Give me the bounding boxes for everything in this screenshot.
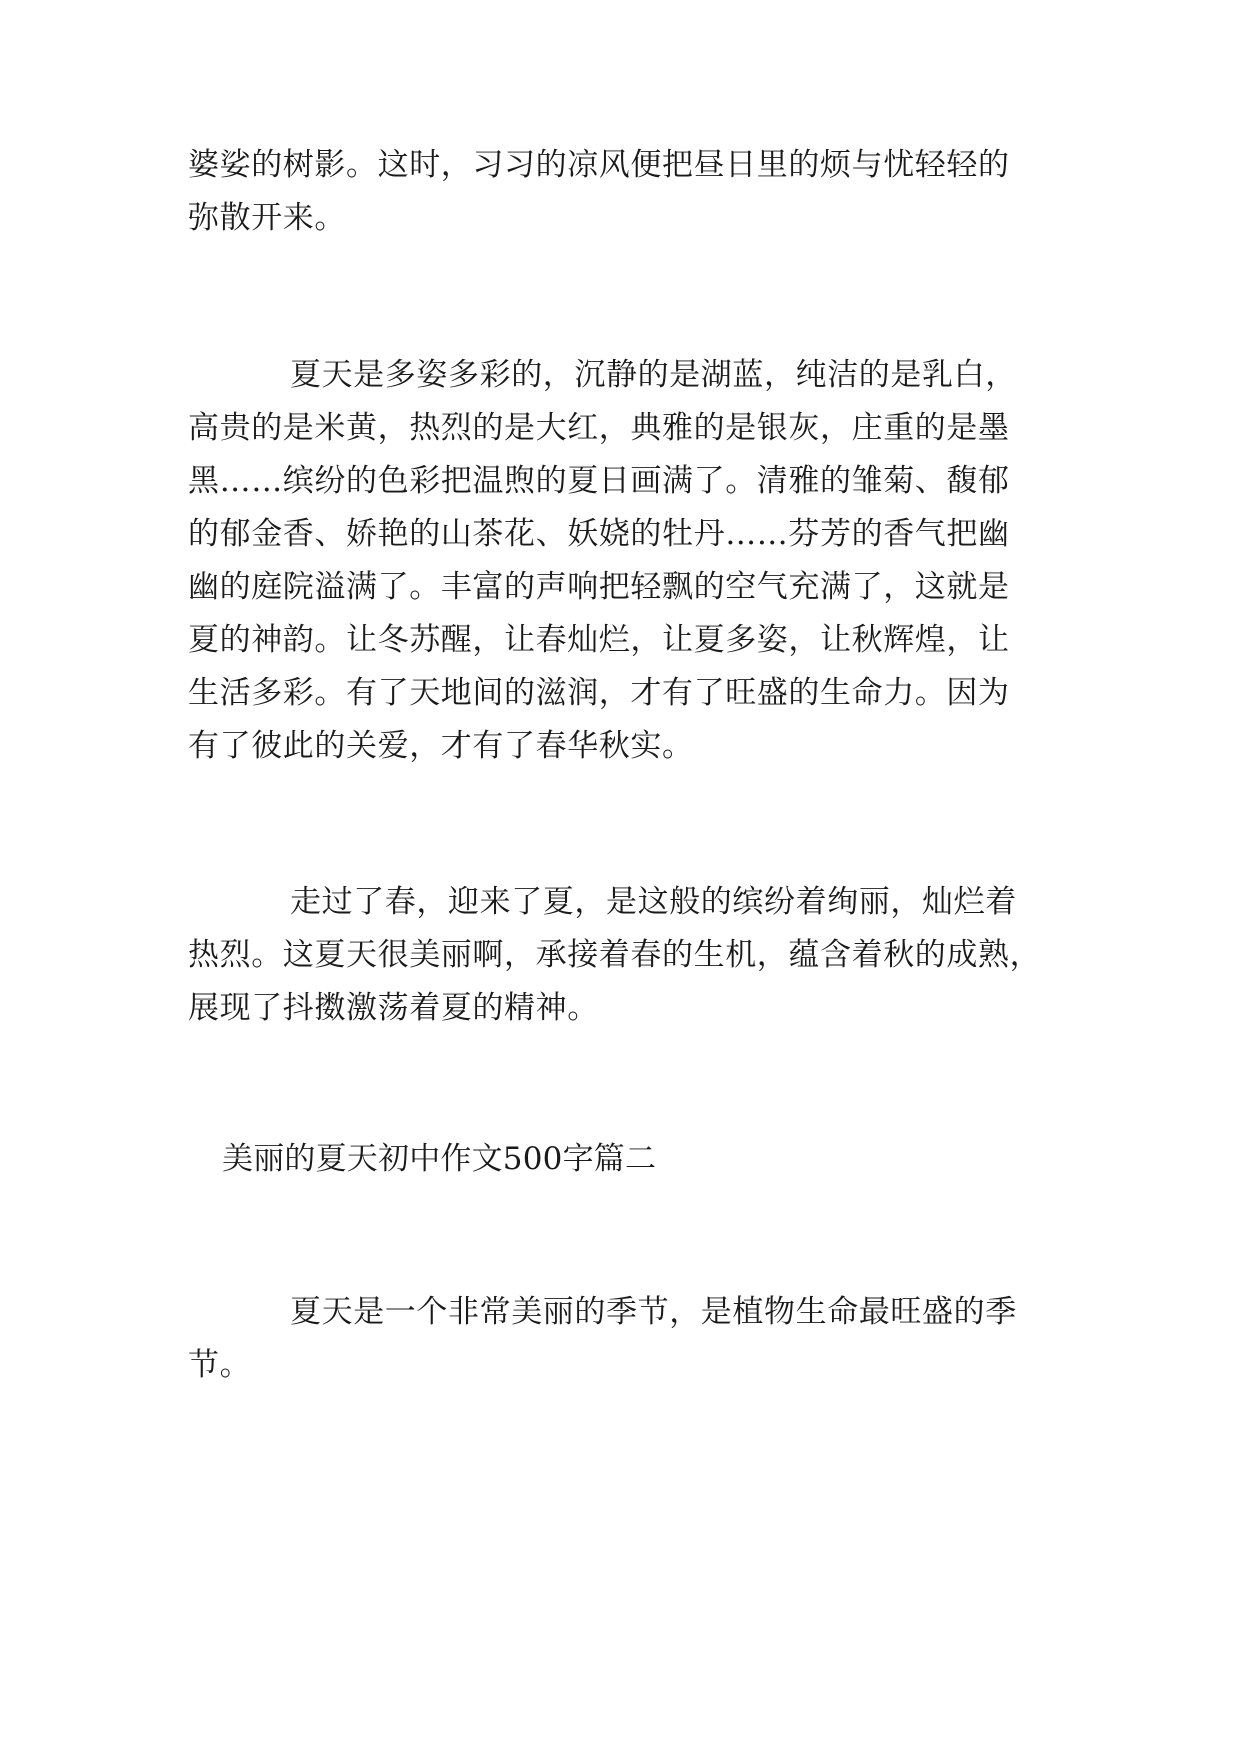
paragraph-line: 婆娑的树影。这时，习习的凉风便把昼日里的烦与忧轻轻的	[188, 147, 1010, 183]
paragraph-line: 夏天是一个非常美丽的季节，是植物生命最旺盛的季	[290, 1294, 1017, 1330]
paragraph-line: 黑……缤纷的色彩把温煦的夏日画满了。清雅的雏菊、馥郁	[188, 463, 1010, 499]
paragraph-line: 高贵的是米黄，热烈的是大红，典雅的是银灰，庄重的是墨	[188, 410, 1010, 446]
section-heading: 美丽的夏天初中作文500字篇二	[222, 1141, 657, 1177]
paragraph-line: 弥散开来。	[188, 200, 346, 236]
paragraph-line: 夏的神韵。让冬苏醒，让春灿烂，让夏多姿，让秋辉煌，让	[188, 622, 1010, 658]
paragraph-line: 热烈。这夏天很美丽啊，承接着春的生机，蕴含着秋的成熟，	[188, 937, 1042, 973]
paragraph-line: 节。	[188, 1347, 252, 1383]
paragraph-line: 夏天是多姿多彩的，沉静的是湖蓝，纯洁的是乳白，	[290, 357, 1017, 393]
paragraph-line: 的郁金香、娇艳的山茶花、妖娆的牡丹……芬芳的香气把幽	[188, 516, 1010, 552]
paragraph-line: 走过了春，迎来了夏，是这般的缤纷着绚丽，灿烂着	[290, 884, 1017, 920]
paragraph-line: 有了彼此的关爱，才有了春华秋实。	[188, 728, 694, 764]
paragraph-line: 展现了抖擞激荡着夏的精神。	[188, 990, 599, 1026]
paragraph-line: 幽的庭院溢满了。丰富的声响把轻飘的空气充满了，这就是	[188, 569, 1010, 605]
paragraph-line: 生活多彩。有了天地间的滋润，才有了旺盛的生命力。因为	[188, 675, 1010, 711]
